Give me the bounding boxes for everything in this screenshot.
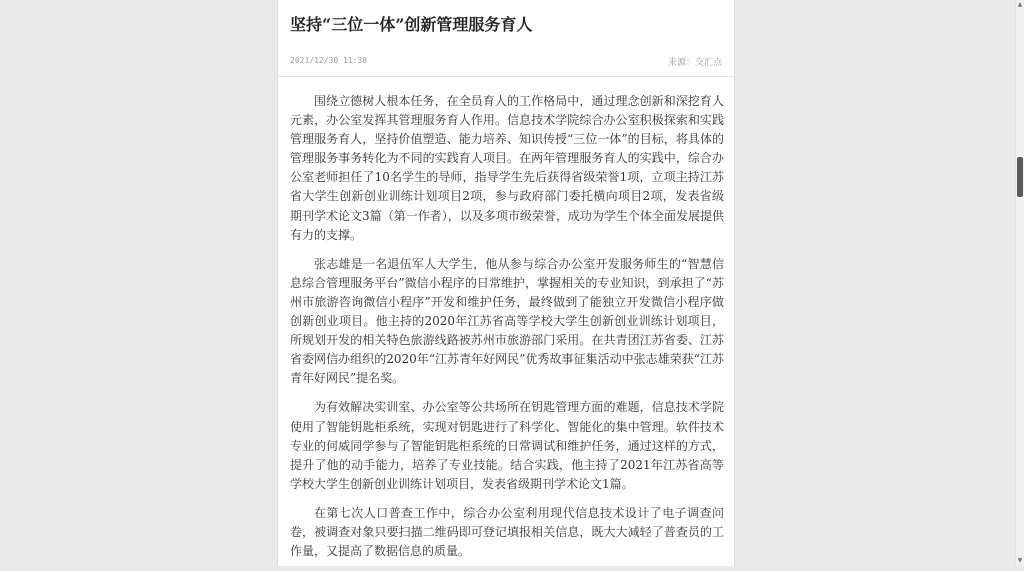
vertical-scrollbar[interactable] xyxy=(1015,0,1024,566)
paragraph: 张志雄是一名退伍军人大学生，他从参与综合办公室开发服务师生的“智慧信息综合管理服务平台”微信小程序的日常维护，掌握相关的专业知识，到承担了“苏州市旅游咨询微信小程序”开发和维护任务，最终做到了能独立开发微信小程序做创新创业项目。他主持的2020年江苏省高等学校大学生创新创业训练计划项目，所规划开发的相关特色旅游线路被苏州市旅游部门采用。在共青团江苏省委、江苏省委网信办组织的2020年“江苏青年好网民”优秀故事征集活动中张志雄荣获“江苏青年好网民”提名奖。 xyxy=(290,256,724,386)
article-meta xyxy=(290,55,722,69)
paragraph: 围绕立德树人根本任务，在全员育人的工作格局中，通过理念创新和深挖育人元素，办公室发挥其管理服务育人作用。信息技术学院综合办公室积极探索和实践管理服务育人，坚持价值塑造、能力培养、知识传授“三位一体”的目标，将具体的管理服务事务转化为不同的实践育人项目。在两年管理服务育人的实践中，综合办公室老师担任了10名学生的导师，指导学生先后获得省级荣誉1项，立项主持江苏省大学生创新创业训练计划项目2项，参与政府部门委托横向项目2项，发表省级期刊学术论文3篇（第一作者），以及多项市级荣誉，成功为学生个体全面发展提供有力的支撑。 xyxy=(290,94,724,242)
scroll-up-icon[interactable]: ▲ xyxy=(1017,1,1023,8)
publish-date: 2021/12/30 11:38 xyxy=(290,56,368,65)
article-body xyxy=(290,92,724,571)
header-divider xyxy=(278,76,734,77)
scroll-down-icon[interactable]: ▼ xyxy=(1017,557,1023,564)
scrollbar-thumb[interactable] xyxy=(1017,157,1023,197)
article-source: 来源：交汇点 xyxy=(667,58,722,68)
article-title: 坚持“三位一体”创新管理服务育人 xyxy=(290,15,533,34)
paragraph: 为有效解决实训室、办公室等公共场所在钥匙管理方面的难题，信息技术学院使用了智能钥匙柜系统，实现对钥匙进行了科学化、智能化的集中管理。软件技术专业的何威同学参与了智能钥匙柜系统的日常调试和维护任务，通过这样的方式，提升了他的动手能力，培养了专业技能。结合实践，他主持了2021年江苏省高等学校大学生创新创业训练计划项目，发表省级期刊学术论文1篇。 xyxy=(290,400,724,491)
paragraph: 在第七次人口普查工作中，综合办公室利用现代信息技术设计了电子调查问卷，被调查对象只要扫描二维码即可登记填报相关信息，既大大减轻了普查员的工作量，又提高了数据信息的质量。 xyxy=(290,505,724,559)
article-page xyxy=(277,0,735,566)
